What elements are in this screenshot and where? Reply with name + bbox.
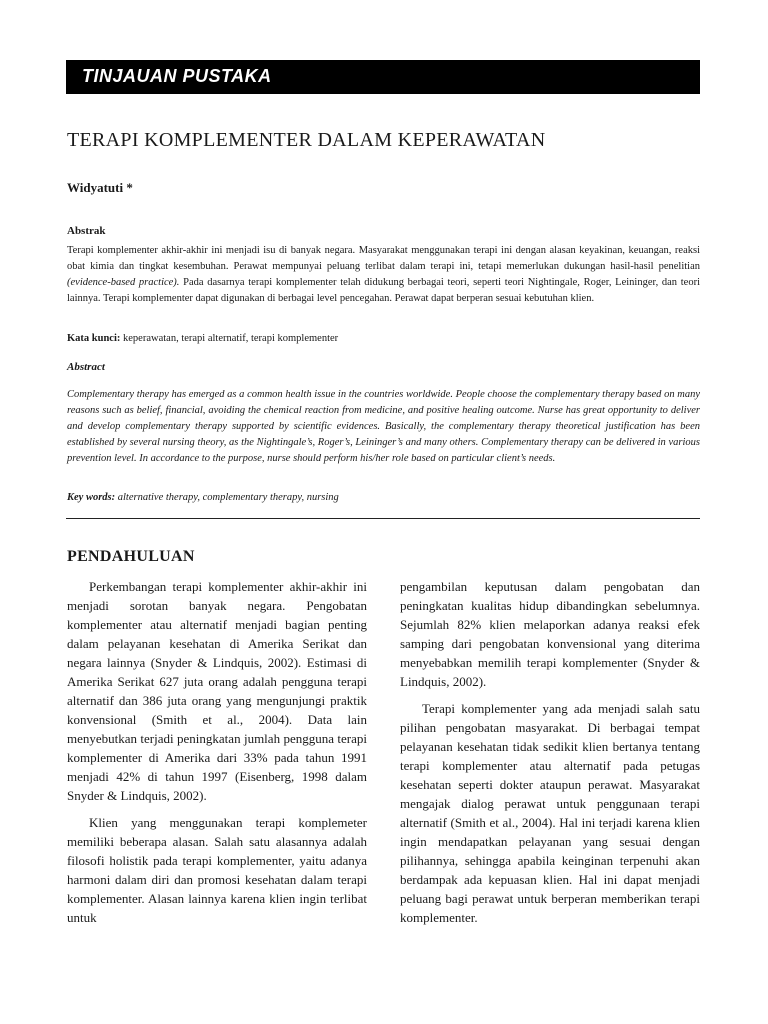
abstrak-text-2: Pada dasarnya terapi komplementer telah didukung berbagai teori, seperti teori Nightingale, Roger, Leininger, dan teori lainnya. Terapi komplementer dapat digunakan di berbagai level pencegahan. Perawat dapat berperan sesuai kebutuhan klien. [67, 277, 700, 304]
key-words-values: alternative therapy, complementary therapy, nursing [115, 492, 339, 503]
banner-title: TINJAUAN PUSTAKA [82, 66, 272, 86]
abstrak-text-1: Terapi komplementer akhir-akhir ini menjadi isu di banyak negara. Masyarakat menggunakan terapi ini dengan alasan keyakinan, keuangan, reaksi obat kimia dan tingkat kesembuhan. Perawat mempunyai peluang terlibat dalam terapi ini, tetapi memerlukan dukungan hasil-hasil penelitian [67, 245, 700, 272]
abstrak-body [67, 243, 700, 307]
kata-kunci-label: Kata kunci: [67, 333, 121, 344]
right-column [400, 577, 700, 935]
key-words-label: Key words: [67, 492, 116, 503]
abstrak-text-italic: (evidence-based practice). [67, 277, 180, 288]
article-author: Widyatuti * [67, 180, 133, 195]
left-column [67, 577, 367, 935]
kata-kunci-values: keperawatan, terapi alternatif, terapi komplementer [120, 333, 339, 344]
right-paragraph-1: pengambilan keputusan dalam pengobatan dan peningkatan kualitas hidup dibandingkan sebelumnya. Sejumlah 82% klien melaporkan adanya reaksi efek samping dari pengobatan konvensional yang diterima menyebabkan memilih terapi komplementer (Snyder & Lindquis, 2002). [400, 579, 700, 689]
article-title: TERAPI KOMPLEMENTER DALAM KEPERAWATAN [67, 129, 546, 151]
left-paragraph-1: Perkembangan terapi komplementer akhir-akhir ini menjadi sorotan banyak negara. Pengobatan komplementer atau alternatif menjadi bagian penting dalam pelayanan kesehatan di Amerika Serikat dan negara lainnya (Snyder & Lindquis, 2002). Estimasi di Amerika Serikat 627 juta orang adalah pengguna terapi alternatif dan 386 juta orang yang mengunjungi praktik konvensional (Smith et al., 2004). Data lain menyebutkan terjadi peningkatan jumlah pengguna terapi komplementer di Amerika dari 33% pada tahun 1991 menjadi 42% di tahun 1997 (Eisenberg, 1998 dalam Snyder & Lindquis, 2002). [67, 579, 367, 803]
abstract-body: Complementary therapy has emerged as a common health issue in the countries worldwide. People choose the complementary therapy based on many reasons such as belief, financial, avoiding the chemical reaction from medicine, and positive healing outcome. Nurse has great opportunity to deliver and develop complementary therapy supported by scientific evidences. Basically, the complementary therapy theoretical justification has been established by several nursing theory, as the Nightingale’s, Roger’s, Leininger’s and many others. Complementary therapy can be delivered in various prevention level. In accordance to the purpose, nurse should perform his/her role based on particular client’s needs. [67, 389, 700, 464]
abstract-label: Abstract [67, 361, 105, 373]
divider [66, 518, 700, 519]
section-heading: PENDAHULUAN [67, 548, 195, 565]
left-paragraph-2: Klien yang menggunakan terapi komplemeter memiliki beberapa alasan. Salah satu alasannya adalah filosofi holistik pada terapi komplementer, yaitu adanya harmoni dalam diri dan promosi kesehatan dalam terapi komplementer. Alasan lainnya karena klien ingin terlibat untuk [67, 815, 367, 925]
key-words [67, 492, 339, 503]
right-paragraph-2: Terapi komplementer yang ada menjadi salah satu pilihan pengobatan masyarakat. Di berbagai tempat pelayanan kesehatan tidak sedikit klien bertanya tentang terapi komplementer atau alternatif pada petugas kesehatan seperti dokter ataupun perawat. Masyarakat mengajak dialog perawat untuk penggunaan terapi alternatif (Smith et al., 2004). Hal ini terjadi karena klien ingin mendapatkan pelayanan yang sesuai dengan pilihannya, sehingga apabila keinginan terpenuhi akan berdampak ada kepuasan klien. Hal ini dapat menjadi peluang bagi perawat untuk berperan memberikan terapi komplementer. [400, 701, 700, 925]
kata-kunci [67, 333, 338, 344]
abstrak-label: Abstrak [67, 225, 106, 237]
